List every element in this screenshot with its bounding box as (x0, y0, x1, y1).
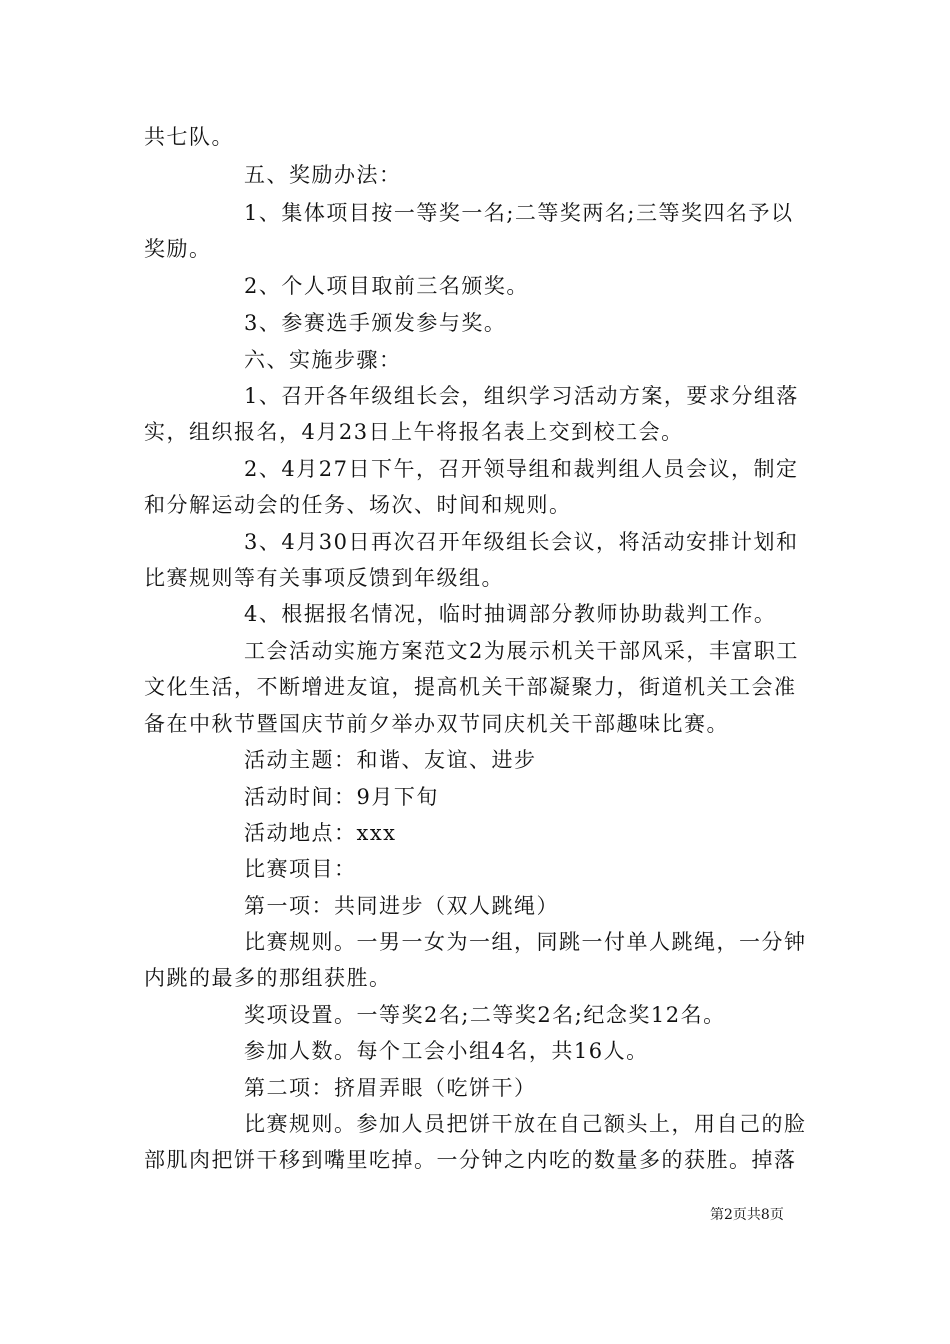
text-line: 1、集体项目按一等奖一名;二等奖两名;三等奖四名予以 (244, 201, 794, 225)
text-line: 奖励。 (144, 237, 212, 261)
section-heading-rewards: 五、奖励办法： (244, 163, 402, 187)
section-heading-steps: 六、实施步骤： (244, 348, 402, 372)
page-number: 第2页共8页 (710, 1207, 784, 1223)
text-line: 内跳的最多的那组获胜。 (144, 966, 392, 990)
text-line: 和分解运动会的任务、场次、时间和规则。 (144, 493, 572, 517)
text-line: 比赛规则。参加人员把饼干放在自己额头上，用自己的脸 (244, 1112, 807, 1136)
text-line: 1、召开各年级组长会，组织学习活动方案，要求分组落 (244, 384, 799, 408)
text-line: 文化生活，不断增进友谊，提高机关干部凝聚力，街道机关工会准 (144, 675, 797, 699)
text-line: 比赛项目： (244, 857, 357, 881)
text-line: 活动时间：9月下旬 (244, 785, 439, 809)
text-line: 4、根据报名情况，临时抽调部分教师协助裁判工作。 (244, 602, 777, 626)
text-line: 参加人数。每个工会小组4名，共16人。 (244, 1039, 649, 1063)
text-line: 活动地点：xxx (244, 821, 397, 845)
text-line: 工会活动实施方案范文2为展示机关干部风采，丰富职工 (244, 639, 799, 663)
text-line: 3、参赛选手颁发参与奖。 (244, 311, 507, 335)
text-line: 第二项：挤眉弄眼（吃饼干） (244, 1076, 537, 1100)
text-line: 2、个人项目取前三名颁奖。 (244, 274, 529, 298)
text-line: 第一项：共同进步（双人跳绳） (244, 894, 559, 918)
text-line: 活动主题：和谐、友谊、进步 (244, 748, 537, 772)
text-line: 3、4月30日再次召开年级组长会议，将活动安排计划和 (244, 530, 799, 554)
text-line: 奖项设置。一等奖2名;二等奖2名;纪念奖12名。 (244, 1003, 726, 1027)
text-line: 比赛规则等有关事项反馈到年级组。 (144, 566, 504, 590)
text-line: 比赛规则。一男一女为一组，同跳一付单人跳绳，一分钟 (244, 930, 807, 954)
text-line: 实，组织报名，4月23日上午将报名表上交到校工会。 (144, 420, 684, 444)
text-line: 共七队。 (144, 125, 234, 149)
text-line: 2、4月27日下午，召开领导组和裁判组人员会议，制定 (244, 457, 799, 481)
text-line: 部肌肉把饼干移到嘴里吃掉。一分钟之内吃的数量多的获胜。掉落 (144, 1148, 797, 1172)
text-line: 备在中秋节暨国庆节前夕举办双节同庆机关干部趣味比赛。 (144, 712, 729, 736)
